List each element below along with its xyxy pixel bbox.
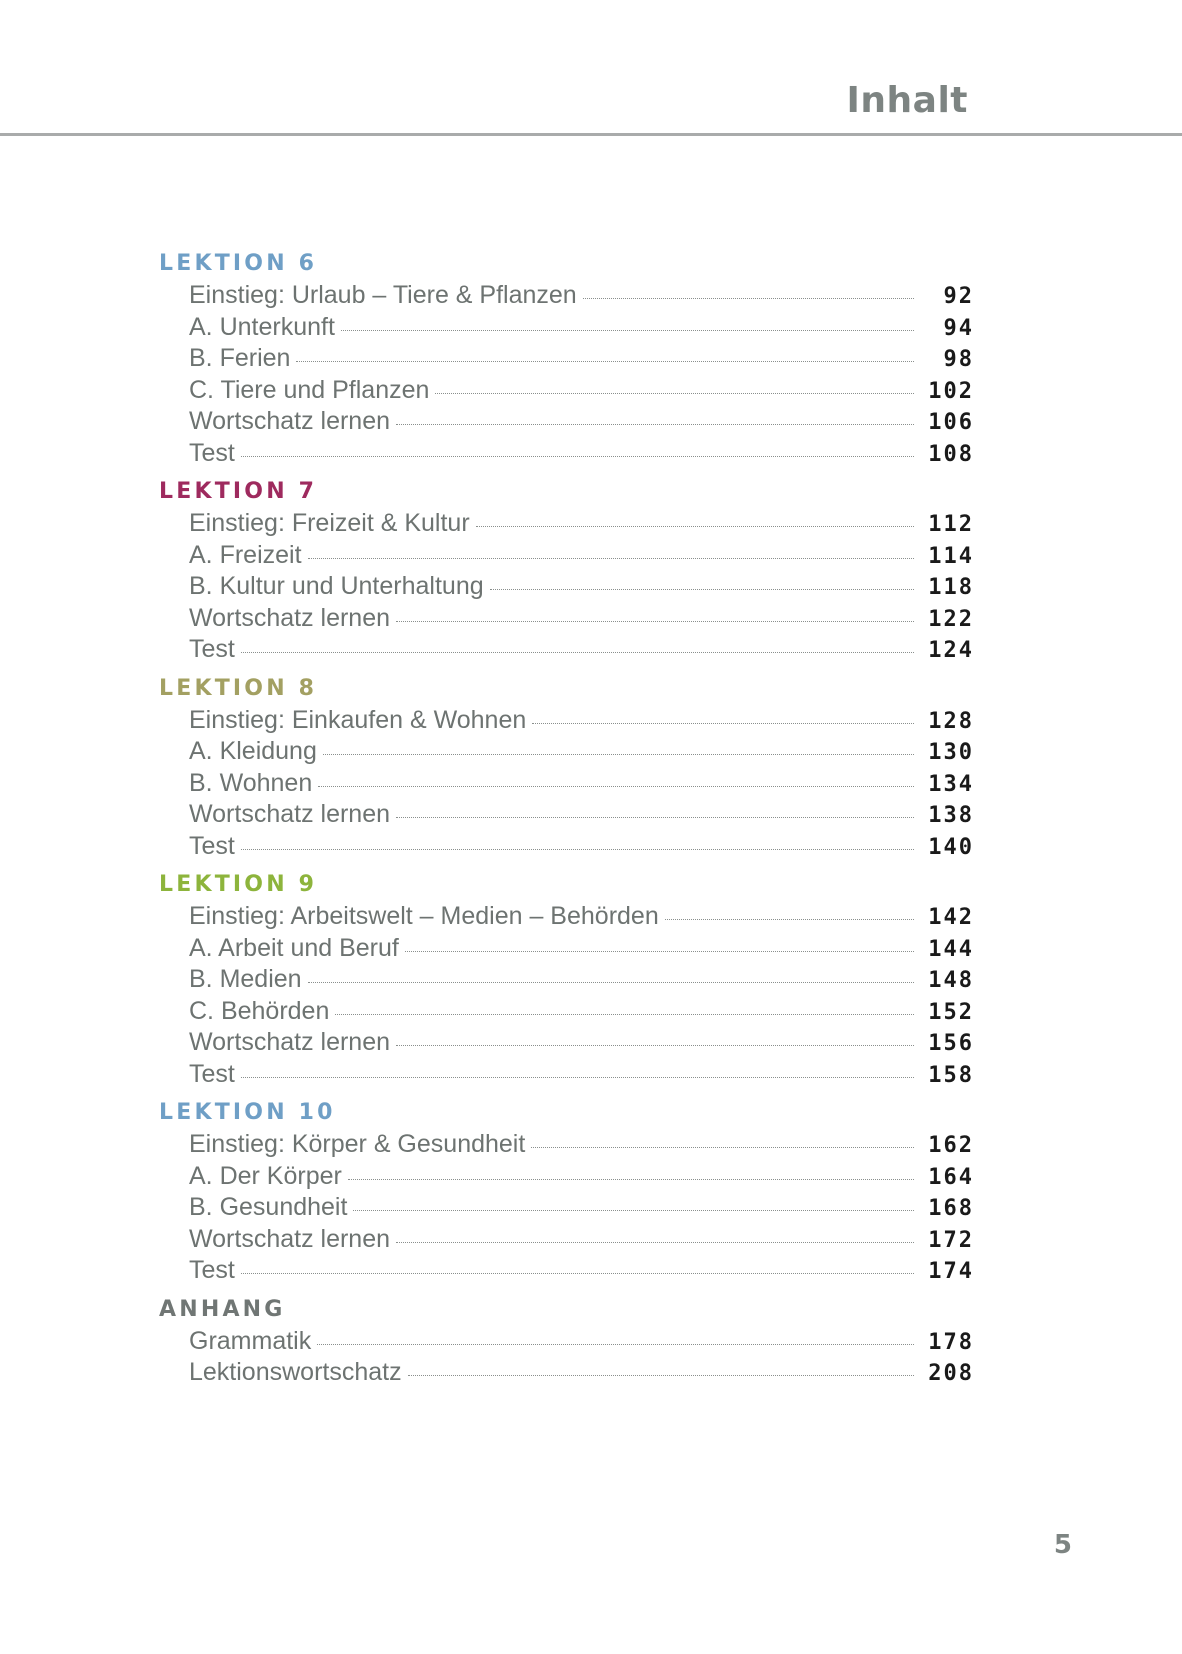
toc-section xyxy=(159,1099,974,1287)
toc-entry[interactable] xyxy=(189,705,974,737)
dot-leader xyxy=(435,393,914,394)
toc-section xyxy=(159,1296,974,1389)
toc-entry-label: Test xyxy=(189,438,235,467)
toc-entry-page: 208 xyxy=(928,1361,974,1386)
toc-entry-page: 156 xyxy=(928,1031,974,1056)
toc-section xyxy=(159,478,974,666)
toc-entry-label: B. Gesundheit xyxy=(189,1193,348,1221)
toc-entry-page: 134 xyxy=(928,771,974,797)
toc-entry[interactable] xyxy=(189,901,974,933)
toc-entry-label: Einstieg: Einkaufen & Wohnen xyxy=(189,705,527,734)
dot-leader xyxy=(490,589,914,590)
section-heading: LEKTION 7 xyxy=(159,479,318,504)
dot-leader xyxy=(396,817,914,818)
toc-entry-page: 172 xyxy=(928,1227,974,1253)
toc-entry-page: 174 xyxy=(928,1259,974,1284)
section-heading: ANHANG xyxy=(159,1296,286,1322)
toc-section xyxy=(159,250,974,469)
dot-leader xyxy=(408,1375,914,1376)
toc-entry-label: Wortschatz lernen xyxy=(189,407,391,435)
toc-entry-page: 114 xyxy=(928,543,974,569)
toc-entry-page: 168 xyxy=(928,1196,974,1221)
toc-entry[interactable] xyxy=(189,1059,974,1091)
toc-entry-label: A. Kleidung xyxy=(189,737,317,765)
toc-entry[interactable] xyxy=(189,1224,974,1256)
dot-leader xyxy=(348,1179,914,1180)
toc-entry[interactable] xyxy=(189,1326,974,1358)
toc-entry[interactable] xyxy=(189,540,974,572)
toc-entry[interactable] xyxy=(189,1192,974,1224)
toc-entry[interactable] xyxy=(189,799,974,831)
toc-entry-page: 106 xyxy=(928,410,974,435)
toc-entry-label: Einstieg: Körper & Gesundheit xyxy=(189,1130,526,1158)
toc-entry-label: A. Freizeit xyxy=(189,540,302,569)
toc-entry[interactable] xyxy=(189,996,974,1028)
dot-leader xyxy=(476,526,914,527)
toc-entry-label: B. Medien xyxy=(189,965,302,993)
toc-entry-label: Wortschatz lernen xyxy=(189,1224,391,1253)
dot-leader xyxy=(241,652,914,653)
toc-entry-label: B. Ferien xyxy=(189,344,291,372)
toc-entry-label: Wortschatz lernen xyxy=(189,1028,391,1056)
toc-entry-label: C. Behörden xyxy=(189,996,330,1025)
dot-leader xyxy=(317,1344,914,1345)
toc-entry[interactable] xyxy=(189,768,974,800)
toc-entry-page: 128 xyxy=(928,708,974,734)
toc-entry-page: 130 xyxy=(928,740,974,765)
toc-section xyxy=(159,675,974,863)
toc-section xyxy=(159,871,974,1090)
toc-entry-label: Lektionswortschatz xyxy=(189,1358,402,1386)
dot-leader xyxy=(405,951,914,952)
toc-entry[interactable] xyxy=(189,508,974,540)
toc-entry-label: C. Tiere und Pflanzen xyxy=(189,375,430,404)
dot-leader xyxy=(353,1210,914,1211)
dot-leader xyxy=(318,786,914,787)
page-title: Inhalt xyxy=(846,80,968,121)
toc-entry-label: Test xyxy=(189,635,235,663)
dot-leader xyxy=(583,298,914,299)
toc-entry-label: Einstieg: Urlaub – Tiere & Pflanzen xyxy=(189,281,577,309)
toc-entry-label: B. Wohnen xyxy=(189,768,313,797)
dot-leader xyxy=(241,849,914,850)
toc-entry[interactable] xyxy=(189,1027,974,1059)
section-heading: LEKTION 9 xyxy=(159,872,318,897)
toc-entry-label: Test xyxy=(189,831,235,860)
dot-leader xyxy=(308,982,914,983)
toc-entry-page: 152 xyxy=(928,999,974,1025)
toc-entry[interactable] xyxy=(189,375,974,407)
toc-entry-label: Test xyxy=(189,1256,235,1284)
dot-leader xyxy=(396,424,914,425)
dot-leader xyxy=(241,456,914,457)
header-divider xyxy=(0,133,1182,136)
dot-leader xyxy=(323,754,914,755)
toc-entry[interactable] xyxy=(189,571,974,603)
page-number: 5 xyxy=(1053,1530,1072,1560)
section-heading: LEKTION 6 xyxy=(159,251,318,276)
toc-entry[interactable] xyxy=(189,280,974,312)
toc-entry[interactable] xyxy=(189,603,974,635)
toc-entry-label: Einstieg: Freizeit & Kultur xyxy=(189,509,470,537)
toc-entry-page: 148 xyxy=(928,968,974,993)
toc-entry-label: Grammatik xyxy=(189,1326,312,1355)
section-heading: LEKTION 10 xyxy=(159,1100,336,1125)
toc-entry-page: 92 xyxy=(943,284,974,309)
toc-entry[interactable] xyxy=(189,343,974,375)
toc-entry-label: Einstieg: Arbeitswelt – Medien – Behörden xyxy=(189,902,659,930)
dot-leader xyxy=(665,919,914,920)
dot-leader xyxy=(241,1077,914,1078)
toc-entry-label: A. Arbeit und Beruf xyxy=(189,933,399,962)
toc-entry[interactable] xyxy=(189,1129,974,1161)
dot-leader xyxy=(396,1045,914,1046)
toc-entry-label: Wortschatz lernen xyxy=(189,800,391,828)
toc-entry[interactable] xyxy=(189,964,974,996)
dot-leader xyxy=(531,1147,914,1148)
toc-entry[interactable] xyxy=(189,1357,974,1389)
toc-entry-page: 164 xyxy=(928,1164,974,1190)
section-heading: LEKTION 8 xyxy=(159,675,318,701)
toc-entry-page: 138 xyxy=(928,803,974,828)
toc-entry-label: Wortschatz lernen xyxy=(189,603,391,632)
dot-leader xyxy=(296,361,914,362)
toc-entry[interactable] xyxy=(189,1161,974,1193)
toc-entry-page: 98 xyxy=(943,347,974,372)
toc-entry-page: 94 xyxy=(943,315,974,341)
toc-entry[interactable] xyxy=(189,438,974,470)
toc-entry[interactable] xyxy=(189,1255,974,1287)
toc-entry-page: 140 xyxy=(928,834,974,860)
toc-entry-page: 162 xyxy=(928,1133,974,1158)
toc-entry-page: 144 xyxy=(928,936,974,962)
dot-leader xyxy=(396,621,914,622)
toc-entry-page: 124 xyxy=(928,638,974,663)
toc-entry[interactable] xyxy=(189,736,974,768)
toc-entry-label: Test xyxy=(189,1059,235,1088)
table-of-contents xyxy=(159,250,974,1398)
dot-leader xyxy=(532,723,914,724)
toc-entry-label: B. Kultur und Unterhaltung xyxy=(189,572,484,600)
toc-entry[interactable] xyxy=(189,933,974,965)
dot-leader xyxy=(396,1242,914,1243)
toc-entry[interactable] xyxy=(189,634,974,666)
toc-entry[interactable] xyxy=(189,312,974,344)
toc-entry-page: 112 xyxy=(928,512,974,537)
dot-leader xyxy=(241,1273,914,1274)
toc-entry-page: 122 xyxy=(928,606,974,632)
toc-entry-page: 158 xyxy=(928,1062,974,1088)
toc-entry-label: A. Unterkunft xyxy=(189,312,335,341)
dot-leader xyxy=(335,1014,914,1015)
toc-entry-page: 102 xyxy=(928,378,974,404)
dot-leader xyxy=(308,558,914,559)
toc-entry-page: 108 xyxy=(928,441,974,467)
toc-entry[interactable] xyxy=(189,406,974,438)
toc-entry-page: 142 xyxy=(928,905,974,930)
toc-entry-page: 118 xyxy=(928,575,974,600)
toc-entry[interactable] xyxy=(189,831,974,863)
toc-entry-page: 178 xyxy=(928,1329,974,1355)
toc-entry-label: A. Der Körper xyxy=(189,1161,342,1190)
dot-leader xyxy=(341,330,914,331)
